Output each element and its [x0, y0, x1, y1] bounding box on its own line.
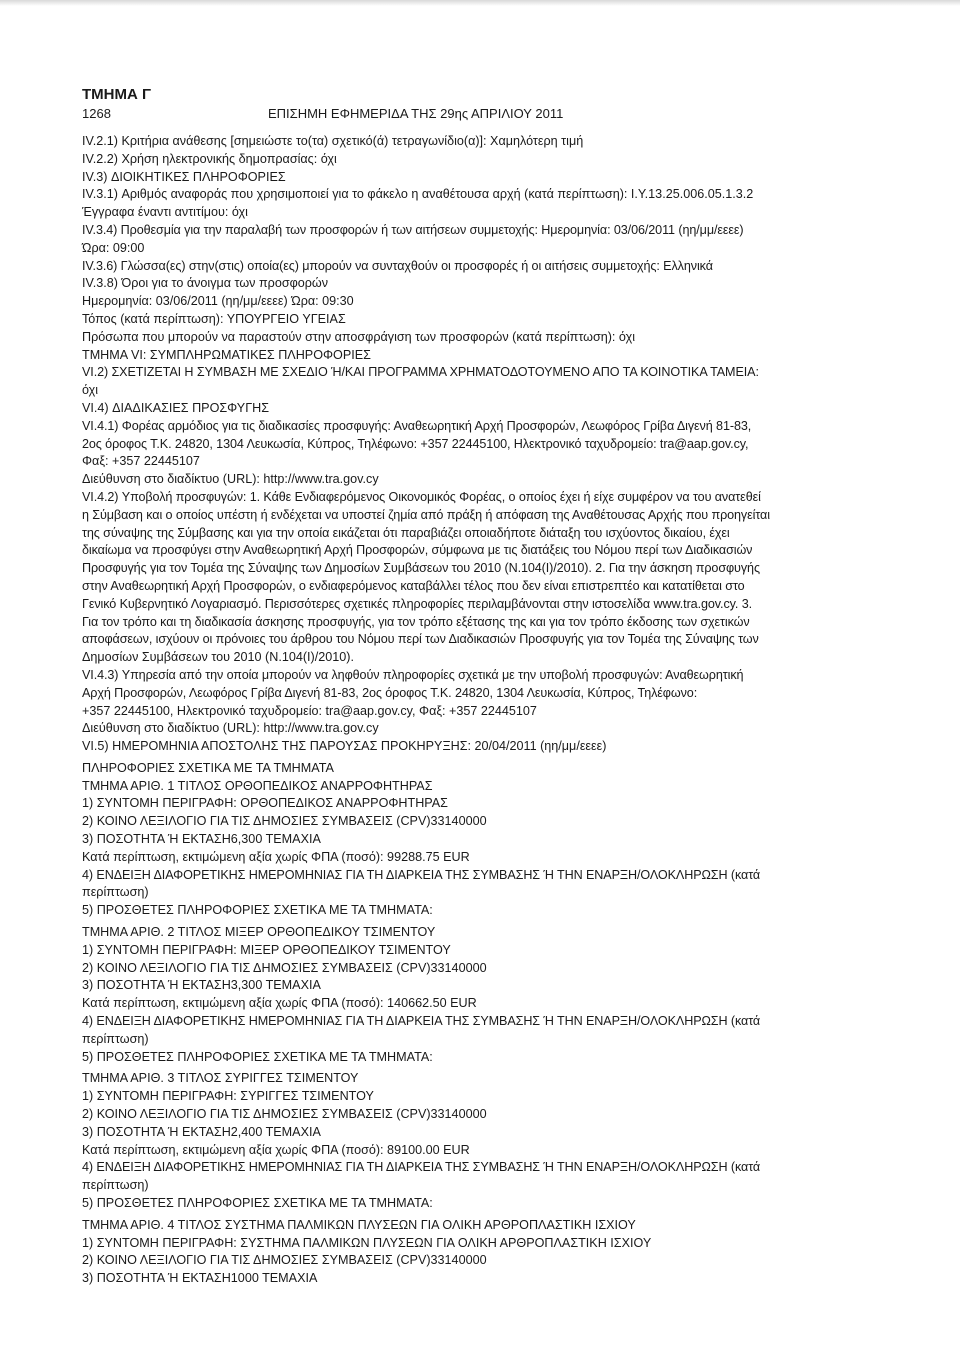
text-line: IV.2.1) Κριτήρια ανάθεσης [σημειώστε το(τα) σχετικό(ά) τετραγωνίδιο(α)]: Χαμηλότερη τιμή — [82, 134, 584, 148]
text-line: Τόπος (κατά περίπτωση): ΥΠΟΥΡΓΕΙΟ ΥΓΕΙΑΣ — [82, 311, 346, 326]
document-body — [82, 133, 912, 1288]
text-line: 3) ΠΟΣΟΤΗΤΑ Ή ΕΚΤΑΣΗ2,400 ΤΕΜΑΧΙΑ — [82, 1124, 321, 1139]
text-line: 1) ΣΥΝΤΟΜΗ ΠΕΡΙΓΡΑΦΗ: ΣΥΡΙΓΓΕΣ ΤΣΙΜΕΝΤΟΥ — [82, 1089, 374, 1104]
page-number: 1268 — [82, 106, 111, 121]
journal-title: ΕΠΙΣΗΜΗ ΕΦΗΜΕΡΙΔΑ ΤΗΣ 29ης ΑΠΡΙΛΙΟΥ 2011 — [268, 106, 564, 121]
text-line: στην Αναθεωρητική Αρχή Προσφορών, ο ενδιαφερόμενος καταβάλλει τέλος που δεν είναι επιστρεπτέο και κατατίθεται στο — [82, 578, 745, 593]
text-line: VI.5) ΗΜΕΡΟΜΗΝΙΑ ΑΠΟΣΤΟΛΗΣ ΤΗΣ ΠΑΡΟΥΣΑΣ ΠΡΟΚΗΡΥΞΗΣ: 20/04/2011 (ηη/μμ/εεεε) — [82, 739, 607, 754]
text-line: ΤΜΗΜΑ ΑΡΙΘ. 3 ΤΙΤΛΟΣ ΣΥΡΙΓΓΕΣ ΤΣΙΜΕΝΤΟΥ — [82, 1071, 359, 1086]
text-line: Πρόσωπα που μπορούν να παραστούν στην αποσφράγιση των προσφορών (κατά περίπτωση): όχι — [82, 329, 636, 344]
text-line: ΤΜΗΜΑ VI: ΣΥΜΠΛΗΡΩΜΑΤΙΚΕΣ ΠΛΗΡΟΦΟΡΙΕΣ — [82, 347, 371, 362]
text-line: 3) ΠΟΣΟΤΗΤΑ Ή ΕΚΤΑΣΗ3,300 ΤΕΜΑΧΙΑ — [82, 978, 321, 993]
document-page — [82, 86, 912, 1288]
scan-edge — [0, 0, 960, 6]
text-line: ΤΜΗΜΑ ΑΡΙΘ. 1 ΤΙΤΛΟΣ ΟΡΘΟΠΕΔΙΚΟΣ ΑΝΑΡΡΟΦΗΤΗΡΑΣ — [82, 778, 433, 793]
text-line: Έγγραφα έναντι αντιτίμου: όχι — [82, 205, 248, 220]
page-header — [82, 104, 912, 124]
text-line: 2) ΚΟΙΝΟ ΛΕΞΙΛΟΓΙΟ ΓΙΑ ΤΙΣ ΔΗΜΟΣΙΕΣ ΣΥΜΒΑΣΕΙΣ (CPV)33140000 — [82, 960, 487, 975]
text-line: IV.2.2) Χρήση ηλεκτρονικής δημοπρασίας: όχι — [82, 151, 337, 166]
text-line: 2) ΚΟΙΝΟ ΛΕΞΙΛΟΓΙΟ ΓΙΑ ΤΙΣ ΔΗΜΟΣΙΕΣ ΣΥΜΒΑΣΕΙΣ (CPV)33140000 — [82, 814, 487, 829]
text-line: Γενικό Κυβερνητικό Λογαριασμό. Περισσότερες σχετικές πληροφορίες περιλαμβάνονται στην ιστοσελίδα www.tra.gov.cy. 3. — [82, 596, 753, 611]
text-line: VI.4.2) Υποβολή προσφυγών: 1. Κάθε Ενδιαφερόμενος Οικονομικός Φορέας, ο οποίος έχει ή είχε συμφέρον να του ανατεθεί — [82, 489, 761, 504]
text-line: Ημερομηνία: 03/06/2011 (ηη/μμ/εεεε) Ώρα: 09:30 — [82, 294, 354, 309]
text-line: Δημοσίων Συμβάσεων του 2010 (Ν.104(Ι)/2010). — [82, 650, 354, 665]
text-line: Κατά περίπτωση, εκτιμώμενη αξία χωρίς ΦΠΑ (ποσό): 89100.00 EUR — [82, 1142, 470, 1157]
text-line: Διεύθυνση στο διαδίκτυο (URL): http://www.tra.gov.cy — [82, 472, 379, 487]
text-line: 3) ΠΟΣΟΤΗΤΑ Ή ΕΚΤΑΣΗ6,300 ΤΕΜΑΧΙΑ — [82, 832, 321, 847]
section-title: ΤΜΗΜΑ Γ — [82, 86, 152, 103]
text-line: Κατά περίπτωση, εκτιμώμενη αξία χωρίς ΦΠΑ (ποσό): 140662.50 EUR — [82, 996, 477, 1011]
text-line: ΤΜΗΜΑ ΑΡΙΘ. 2 ΤΙΤΛΟΣ ΜΙΞΕΡ ΟΡΘΟΠΕΔΙΚΟΥ ΤΣΙΜΕΝΤΟΥ — [82, 925, 436, 940]
text-line: περίπτωση) — [82, 1178, 149, 1193]
text-line: IV.3.1) Αριθμός αναφοράς που χρησιμοποιεί για το φάκελο η αναθέτουσα αρχή (κατά περίπτωση): Ι.Υ.13.25.006.05.1.3.2 — [82, 187, 754, 202]
text-line: 1) ΣΥΝΤΟΜΗ ΠΕΡΙΓΡΑΦΗ: ΟΡΘΟΠΕΔΙΚΟΣ ΑΝΑΡΡΟΦΗΤΗΡΑΣ — [82, 796, 448, 811]
text-line: VI.4) ΔΙΑΔΙΚΑΣΙΕΣ ΠΡΟΣΦΥΓΗΣ — [82, 400, 270, 415]
text-line: 3) ΠΟΣΟΤΗΤΑ Ή ΕΚΤΑΣΗ1000 ΤΕΜΑΧΙΑ — [82, 1271, 318, 1286]
text-line: VI.4.1) Φορέας αρμόδιος για τις διαδικασίες προσφυγής: Αναθεωρητική Αρχή Προσφορών, Λεωφόρος Γρίβα Διγενή 81-83, — [82, 418, 752, 433]
text-line: 1) ΣΥΝΤΟΜΗ ΠΕΡΙΓΡΑΦΗ: ΜΙΞΕΡ ΟΡΘΟΠΕΔΙΚΟΥ ΤΣΙΜΕΝΤΟΥ — [82, 942, 451, 957]
text-line: 5) ΠΡΟΣΘΕΤΕΣ ΠΛΗΡΟΦΟΡΙΕΣ ΣΧΕΤΙΚΑ ΜΕ ΤΑ ΤΜΗΜΑΤΑ: — [82, 1196, 433, 1211]
text-line: περίπτωση) — [82, 1031, 149, 1046]
text-line: 2ος όροφος Τ.Κ. 24820, 1304 Λευκωσία, Κύπρος, Τηλέφωνο: +357 22445100, Ηλεκτρονικό ταχυδρομείο: tra@aap.gov.cy, — [82, 436, 749, 451]
text-line: 4) ΕΝΔΕΙΞΗ ΔΙΑΦΟΡΕΤΙΚΗΣ ΗΜΕΡΟΜΗΝΙΑΣ ΓΙΑ ΤΗ ΔΙΑΡΚΕΙΑ ΤΗΣ ΣΥΜΒΑΣΗΣ Ή ΤΗΝ ΕΝΑΡΞΗ/ΟΛΟΚΛΗΡΩΣΗ (κατά — [82, 1014, 761, 1029]
text-line: 2) ΚΟΙΝΟ ΛΕΞΙΛΟΓΙΟ ΓΙΑ ΤΙΣ ΔΗΜΟΣΙΕΣ ΣΥΜΒΑΣΕΙΣ (CPV)33140000 — [82, 1253, 487, 1268]
text-line: περίπτωση) — [82, 885, 149, 900]
text-line: Φαξ: +357 22445107 — [82, 454, 200, 469]
text-line: Αρχή Προσφορών, Λεωφόρος Γρίβα Διγενή 81-83, 2ος όροφος Τ.Κ. 24820, 1304 Λευκωσία, Κύπρος, Τηλέφωνο: — [82, 685, 698, 700]
text-line: Προσφυγής για τον Τομέα της Σύναψης των Δημοσίων Συμβάσεων του 2010 (Ν.104(Ι)/2010). 2. Για την άσκηση προσφυγής — [82, 561, 760, 576]
text-line: η Σύμβαση και ο οποίος υπέστη ή ενδέχεται να υποστεί ζημία από πράξη ή απόφαση της Αναθέτουσας Αρχής που προηγείται — [82, 507, 770, 522]
text-line: Κατά περίπτωση, εκτιμώμενη αξία χωρίς ΦΠΑ (ποσό): 99288.75 EUR — [82, 849, 470, 864]
text-line: IV.3.6) Γλώσσα(ες) στην(στις) οποία(ες) μπορούν να συνταχθούν οι προσφορές ή οι αιτήσεις συμμετοχής: Ελληνικά — [82, 258, 713, 273]
text-line: όχι — [82, 383, 99, 398]
text-line: αποφάσεων, ισχύουν οι πρόνοιες του άρθρου του Νόμου περί των Διαδικασιών Προσφυγής για τον Τομέα της Σύναψης των — [82, 632, 759, 647]
text-line: VI.4.3) Υπηρεσία από την οποία μπορούν να ληφθούν πληροφορίες σχετικά με την υποβολή προσφυγών: Αναθεωρητική — [82, 667, 744, 682]
text-line: 4) ΕΝΔΕΙΞΗ ΔΙΑΦΟΡΕΤΙΚΗΣ ΗΜΕΡΟΜΗΝΙΑΣ ΓΙΑ ΤΗ ΔΙΑΡΚΕΙΑ ΤΗΣ ΣΥΜΒΑΣΗΣ Ή ΤΗΝ ΕΝΑΡΞΗ/ΟΛΟΚΛΗΡΩΣΗ (κατά — [82, 867, 761, 882]
text-line: +357 22445100, Ηλεκτρονικό ταχυδρομείο: tra@aap.gov.cy, Φαξ: +357 22445107 — [82, 703, 537, 718]
text-line: ΤΜΗΜΑ ΑΡΙΘ. 4 ΤΙΤΛΟΣ ΣΥΣΤΗΜΑ ΠΑΛΜΙΚΩΝ ΠΛΥΣΕΩΝ ΓΙΑ ΟΛΙΚΗ ΑΡΘΡΟΠΛΑΣΤΙΚΗ ΙΣΧΙΟΥ — [82, 1217, 636, 1232]
text-line: 2) ΚΟΙΝΟ ΛΕΞΙΛΟΓΙΟ ΓΙΑ ΤΙΣ ΔΗΜΟΣΙΕΣ ΣΥΜΒΑΣΕΙΣ (CPV)33140000 — [82, 1107, 487, 1122]
text-line: IV.3.8) Όροι για το άνοιγμα των προσφορών — [82, 276, 329, 291]
text-line: 4) ΕΝΔΕΙΞΗ ΔΙΑΦΟΡΕΤΙΚΗΣ ΗΜΕΡΟΜΗΝΙΑΣ ΓΙΑ ΤΗ ΔΙΑΡΚΕΙΑ ΤΗΣ ΣΥΜΒΑΣΗΣ Ή ΤΗΝ ΕΝΑΡΞΗ/ΟΛΟΚΛΗΡΩΣΗ (κατά — [82, 1160, 761, 1175]
text-line: 5) ΠΡΟΣΘΕΤΕΣ ΠΛΗΡΟΦΟΡΙΕΣ ΣΧΕΤΙΚΑ ΜΕ ΤΑ ΤΜΗΜΑΤΑ: — [82, 1049, 433, 1064]
text-line: δικαίωμα να προσφύγει στην Αναθεωρητική Αρχή Προσφορών, σύμφωνα με τις διατάξεις του Νόμου περί των Διαδικασιών — [82, 543, 753, 558]
text-line: ΠΛΗΡΟΦΟΡΙΕΣ ΣΧΕΤΙΚΑ ΜΕ ΤΑ ΤΜΗΜΑΤΑ — [82, 760, 334, 775]
text-line: IV.3) ΔΙΟΙΚΗΤΙΚΕΣ ΠΛΗΡΟΦΟΡΙΕΣ — [82, 169, 286, 184]
text-line: IV.3.4) Προθεσμία για την παραλαβή των προσφορών ή των αιτήσεων συμμετοχής: Ημερομηνία: 03/06/2011 (ηη/μμ/εεεε) — [82, 222, 744, 237]
text-line: 5) ΠΡΟΣΘΕΤΕΣ ΠΛΗΡΟΦΟΡΙΕΣ ΣΧΕΤΙΚΑ ΜΕ ΤΑ ΤΜΗΜΑΤΑ: — [82, 903, 433, 918]
text-line: Διεύθυνση στο διαδίκτυο (URL): http://www.tra.gov.cy — [82, 721, 379, 736]
text-line: της σύναψης της Σύμβασης και για την οποία εικάζεται ότι παραβιάζει οποιαδήποτε διάταξη του ισχύοντος δικαίου, έχει — [82, 525, 730, 540]
text-line: VI.2) ΣΧΕΤΙΖΕΤΑΙ Η ΣΥΜΒΑΣΗ ΜΕ ΣΧΕΔΙΟ Ή/ΚΑΙ ΠΡΟΓΡΑΜΜΑ ΧΡΗΜΑΤΟΔΟΤΟΥΜΕΝΟ ΑΠΟ ΤΑ ΚΟΙΝΟΤΙΚΑ ΤΑΜΕΙΑ: — [82, 365, 759, 380]
text-line: Ώρα: 09:00 — [82, 240, 145, 255]
text-line: 1) ΣΥΝΤΟΜΗ ΠΕΡΙΓΡΑΦΗ: ΣΥΣΤΗΜΑ ΠΑΛΜΙΚΩΝ ΠΛΥΣΕΩΝ ΓΙΑ ΟΛΙΚΗ ΑΡΘΡΟΠΛΑΣΤΙΚΗ ΙΣΧΙΟΥ — [82, 1235, 652, 1250]
text-line: Για τον τρόπο και τη διαδικασία άσκησης προσφυγής, για τον τρόπο εξέτασης της και για τον τρόπο έκδοσης των σχετικών — [82, 614, 750, 629]
